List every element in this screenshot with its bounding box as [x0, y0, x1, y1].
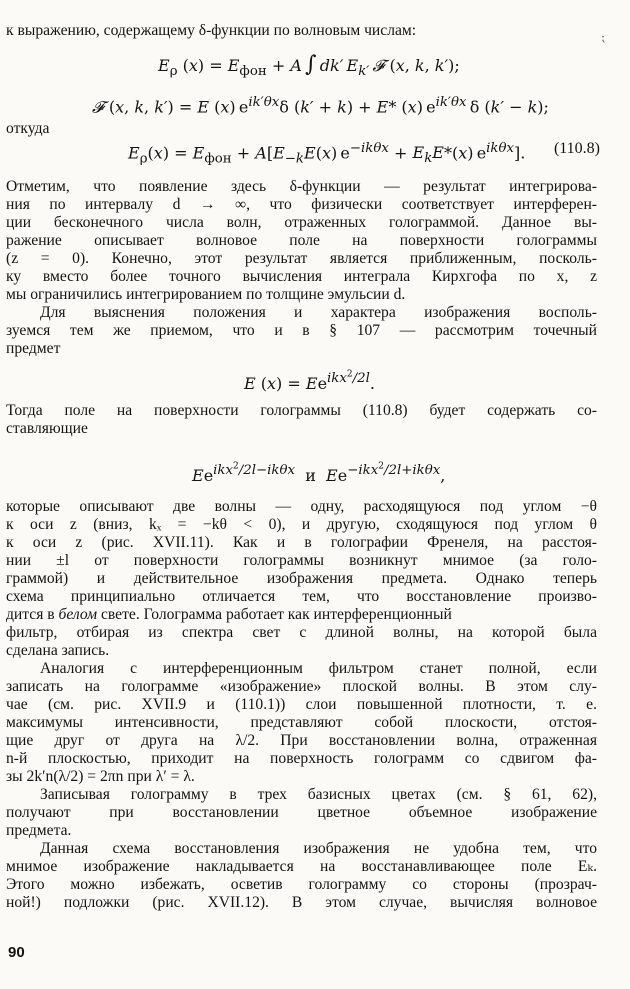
text-line: Записывая голограмму в трех базисных цветах (см. § 61, 62), [40, 786, 597, 803]
text-line [6, 606, 597, 624]
text-line: Этого можно избежать, осветив голограмму со стороны (прозрач- [6, 876, 597, 893]
text-line: которые описывают две волны — одну, расходящуюся под углом −θ [6, 498, 597, 515]
text-line: предмета. [6, 822, 72, 839]
text-line: Тогда поле на поверхности голограммы (110.8) будет содержать со- [6, 402, 597, 419]
text-line: n-й плоскостью, приходит на поверхность голограмм со сдвигом фа- [6, 750, 597, 767]
text-line: Аналогия с интерференционным фильтром станет полной, если [40, 660, 597, 677]
text-line: сделана запись. [6, 642, 110, 659]
text-line: ставляющие [6, 420, 88, 437]
text-line: нии ±l от поверхности голограммы возникнут мнимое (за голо- [6, 552, 597, 569]
text-line: предмет [6, 340, 61, 357]
equation-1: $E_\rho$ $(x) = E_{фон} + A$ ∫ dk′ $E_{k'}$ 𝓕 (x, k, k′); [158, 52, 460, 80]
text-line: чае (см. рис. XVII.9 и (110.1)) слои повышенной плотности, т. е. [6, 696, 597, 713]
text-fragment: дится в [6, 606, 59, 623]
text-line: ражение описывает волновое поле на поверхности голограммы [6, 232, 597, 249]
equation-number: (110.8) [553, 140, 600, 157]
text-line: ции бесконечного числа волн, отраженных голограммой. Данное вы- [6, 214, 597, 231]
page-number: 90 [8, 944, 25, 961]
text-line: ной!) подложки (рис. XVII.12). В этом случае, вычисляя волновое [6, 894, 597, 911]
text-line: получают при восстановлении цветное объемное изображение [6, 804, 597, 821]
text-line: граммой) и действительное изображения предмета. Однако теперь [6, 570, 597, 587]
text-line: мнимое изображение накладывается на восстанавливающее поле Eₖ. [6, 858, 597, 875]
equation-4: E $(x) = Ee^{ikx^2/2l}$. [244, 370, 375, 393]
text-line: откуда [6, 120, 50, 137]
text-line: (z = 0). Конечно, этот результат является приближенным, посколь- [6, 250, 597, 267]
text-line: Отметим, что появление здесь δ-функции — результат интегрирова- [6, 178, 597, 195]
margin-mark: ⁏ [601, 30, 606, 44]
equation-5: $Ee^{ikx^2/2l-ik\theta x}$ и $Ee^{-ikx^2/2l+ik\theta x}$, [192, 462, 446, 485]
text-line: ния по интервалу d → ∞, что физически соответствует интерферен- [6, 196, 597, 213]
text-line: зы 2k′n(λ/2) = 2πn при λ′ = λ. [6, 768, 195, 785]
equation-3: $E_\rho(x) = E_{фон} + A[E_{-k}E(x) e^{-ik\theta x} + E_kE*(x)$ $e^{ik\theta x}$]. [128, 141, 526, 167]
text-line: щие друг от друга на λ/2. При восстановлении волна, отраженная [6, 732, 597, 749]
text-line: ку вместо более точного вычисления интеграла Кирхгофа по x, z [6, 268, 597, 285]
text-line: зуемся тем же приемом, что и в § 107 — рассмотрим точечный [6, 322, 597, 339]
text-line: мы ограничились интегрированием по толщине эмульсии d. [6, 286, 406, 303]
text-line: Для выяснения положения и характера изображения восполь- [40, 304, 597, 321]
text-line: фильтр, отбирая из спектра свет с длиной волны, на которой была [6, 624, 597, 641]
text-line: максимумы интенсивности, представляют собой плоскости, отстоя- [6, 714, 597, 731]
text-line: к оси z (рис. XVII.11). Как и в голографии Френеля, на расстоя- [6, 534, 597, 551]
text-line: схема принципиально отличается тем, что восстановление произво- [6, 588, 597, 605]
text-line: Данная схема восстановления изображения не удобна тем, что [40, 840, 597, 857]
text-line: записать на голограмме «изображение» плоской волны. В этом слу- [6, 678, 597, 695]
italic-word: белом [58, 606, 98, 623]
text-line: к оси z (вниз, kₓ = −kθ < 0), и другую, сходящуюся под углом θ [6, 516, 597, 533]
equation-2: 𝓕 (x, k, k′) = E (x) $e^{ik'\theta x}\delta$ (k′ + k) + E* (x) $e^{ik'\theta x}$ δ (k′ − k); [92, 95, 549, 117]
text-line: к выражению, содержащему δ-функции по волновым числам: [6, 22, 417, 39]
text-fragment: свете. Голограмма работает как интерференционный [97, 606, 452, 623]
